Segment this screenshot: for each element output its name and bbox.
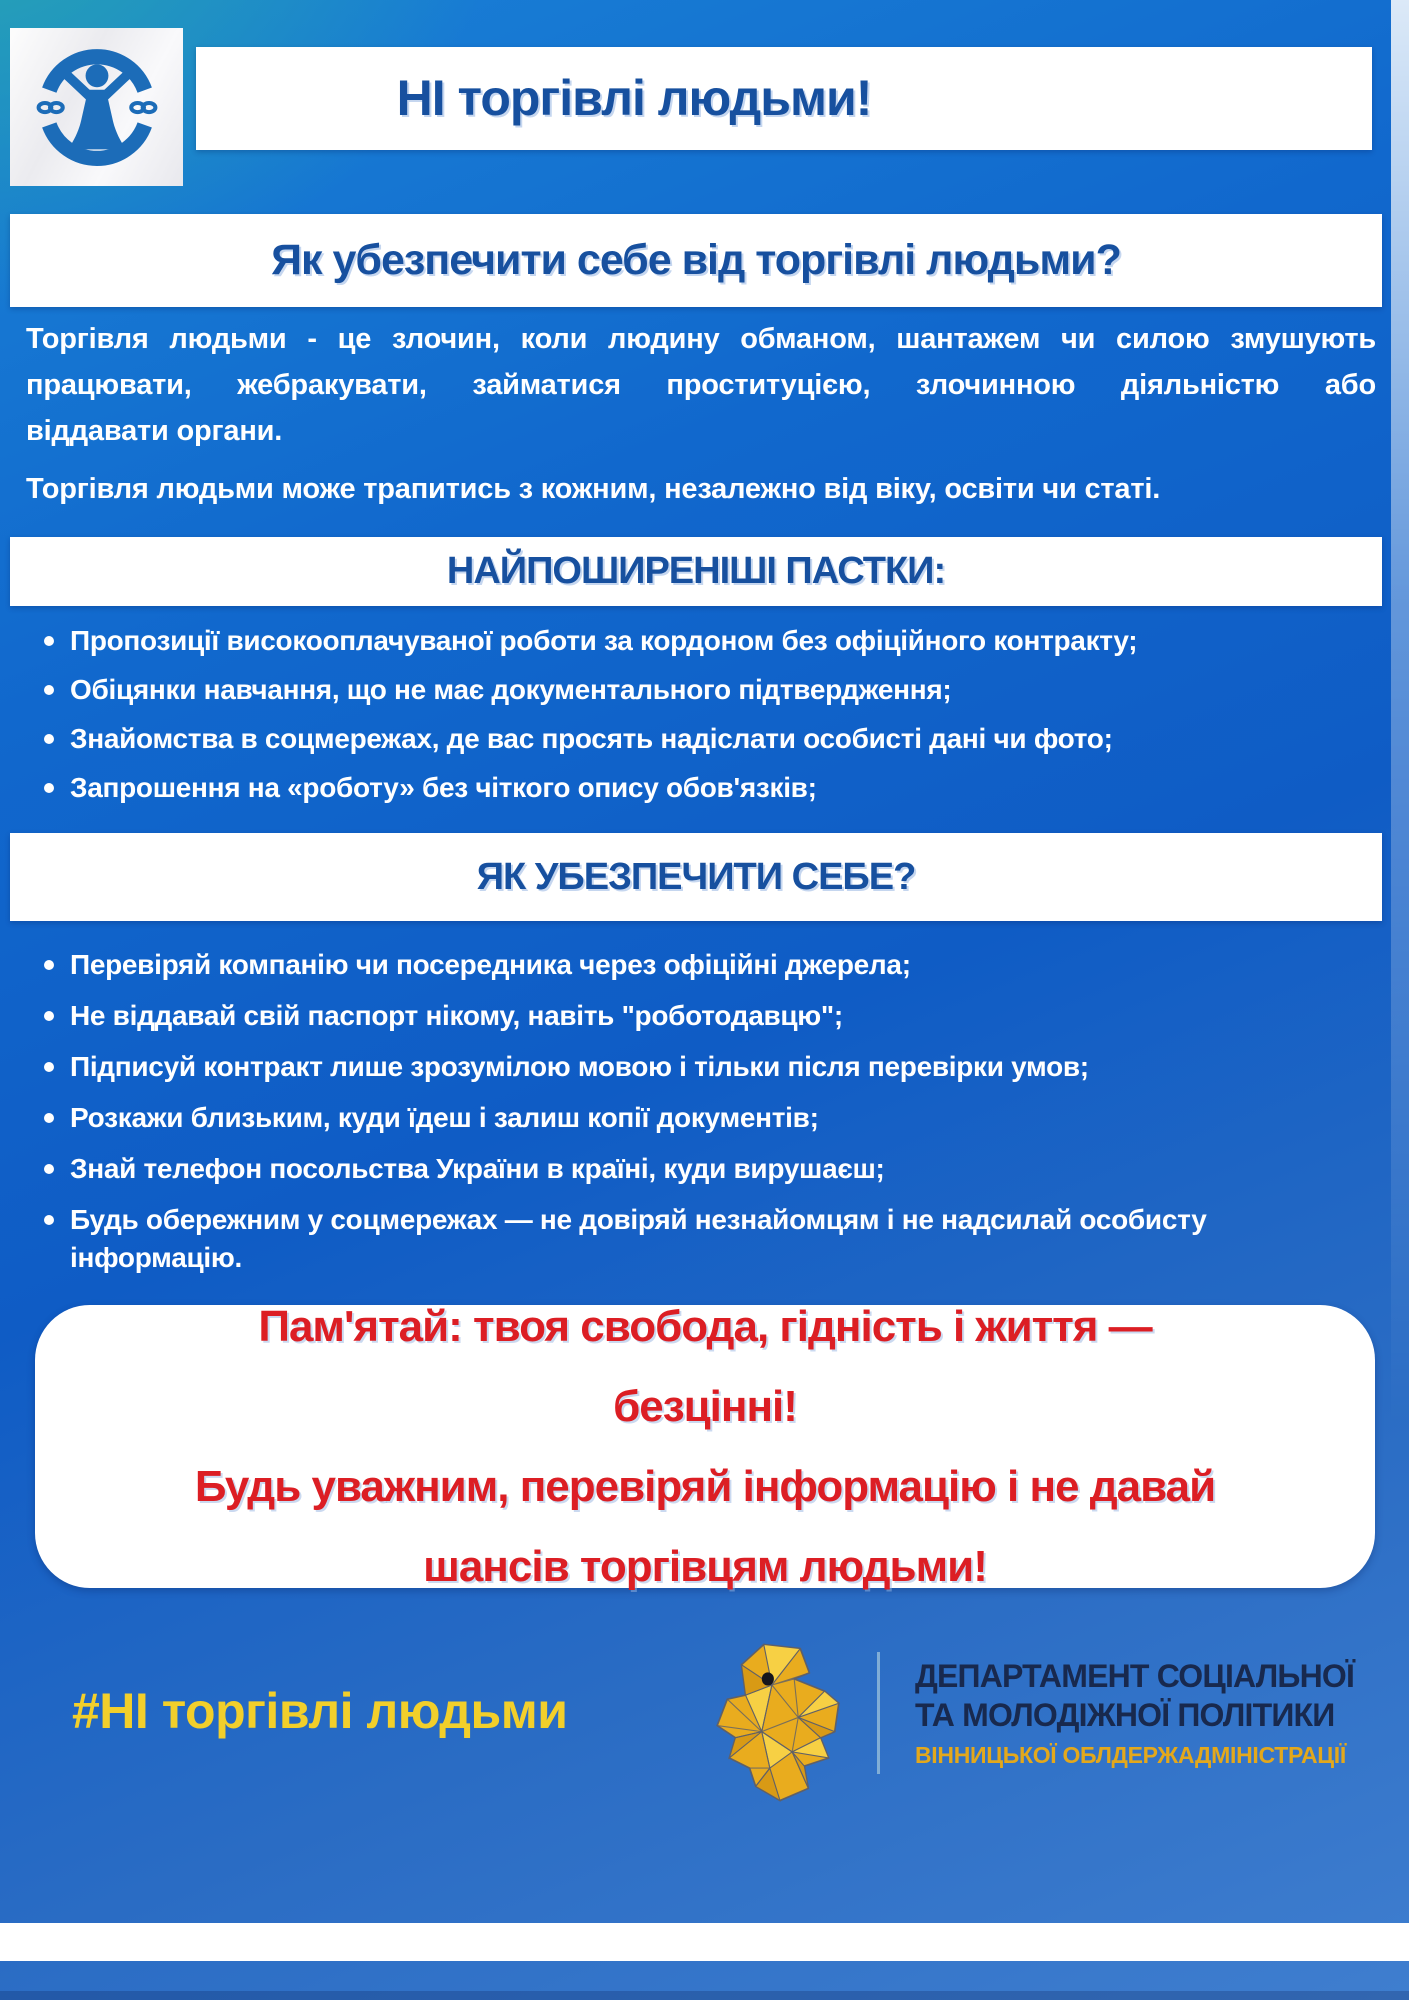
list-item: Обіцянки навчання, що не має документального підтвердження;	[42, 671, 1337, 709]
list-item: Знай телефон посольства України в країні, куди вирушаєш;	[42, 1150, 1337, 1188]
department-region: ВІННИЦЬКОЇ ОБЛДЕРЖАДМІНІСТРАЦІЇ	[915, 1742, 1346, 1768]
intro-line: працювати, жебракувати, займатися проституцією, злочинною діяльністю або	[26, 369, 1376, 401]
protect-banner	[10, 833, 1382, 921]
traps-list	[42, 622, 1337, 818]
list-item: Будь обережним у соцмережах — не довіряй незнайомцям і не надсилай особисту інформацію.	[42, 1201, 1337, 1277]
list-item: Запрошення на «роботу» без чіткого опису обов'язків;	[42, 769, 1337, 807]
question-banner	[10, 214, 1382, 307]
reminder-box	[35, 1301, 1375, 1591]
question-title: Як убезпечити себе від торгівлі людьми?	[271, 236, 1121, 284]
traps-title: НАЙПОШИРЕНІШІ ПАСТКИ:	[446, 550, 946, 592]
bottom-edge-strip	[0, 1991, 1409, 2000]
department-name: ДЕПАРТАМЕНТ СОЦІАЛЬНОЇ	[915, 1658, 1355, 1694]
vinnytsia-region-logo-icon	[705, 1638, 857, 1806]
intro-line: Торгівля людьми - це злочин, коли людину обманом, шантажем чи силою змушують	[26, 323, 1376, 355]
list-item: Підписуй контракт лише зрозумілою мовою і тільки після перевірки умов;	[42, 1048, 1337, 1086]
protect-list	[42, 946, 1337, 1290]
list-item: Розкажи близьким, куди їдеш і залиш копії документів;	[42, 1099, 1337, 1137]
hashtag-text: #НІ торгівлі людьми	[72, 1683, 568, 1739]
intro-paragraph	[26, 316, 1376, 512]
intro-line: віддавати органи.	[26, 415, 283, 447]
list-item: Не віддавай свій паспорт нікому, навіть "роботодавцю";	[42, 997, 1337, 1035]
counter-trafficking-logo-card	[10, 28, 183, 186]
reminder-line-1: Пам'ятай: твоя свобода, гідність і життя — безцінні!	[258, 1301, 1152, 1431]
traps-banner	[10, 537, 1382, 606]
footer-divider	[877, 1652, 880, 1774]
reminder-line-2: Будь уважним, перевіряй інформацію і не давай шансів торгівцям людьми!	[194, 1461, 1216, 1591]
department-name: ТА МОЛОДІЖНОЇ ПОЛІТИКИ	[915, 1697, 1335, 1733]
intro-note: Торгівля людьми може трапитись з кожним, незалежно від віку, освіти чи статі.	[26, 473, 1161, 505]
poster-title: НІ торгівлі людьми!	[396, 70, 872, 126]
list-item: Знайомства в соцмережах, де вас просять надіслати особисті дані чи фото;	[42, 720, 1337, 758]
anti-trafficking-emblem-icon	[31, 39, 163, 176]
list-item: Перевіряй компанію чи посередника через офіційні джерела;	[42, 946, 1337, 984]
right-edge-highlight	[1391, 0, 1409, 1500]
bottom-white-band	[0, 1923, 1409, 1961]
department-block	[915, 1657, 1354, 1769]
protect-title: ЯК УБЕЗПЕЧИТИ СЕБЕ?	[476, 856, 916, 898]
title-banner	[196, 47, 1372, 150]
list-item: Пропозиції високооплачуваної роботи за кордоном без офіційного контракту;	[42, 622, 1337, 660]
